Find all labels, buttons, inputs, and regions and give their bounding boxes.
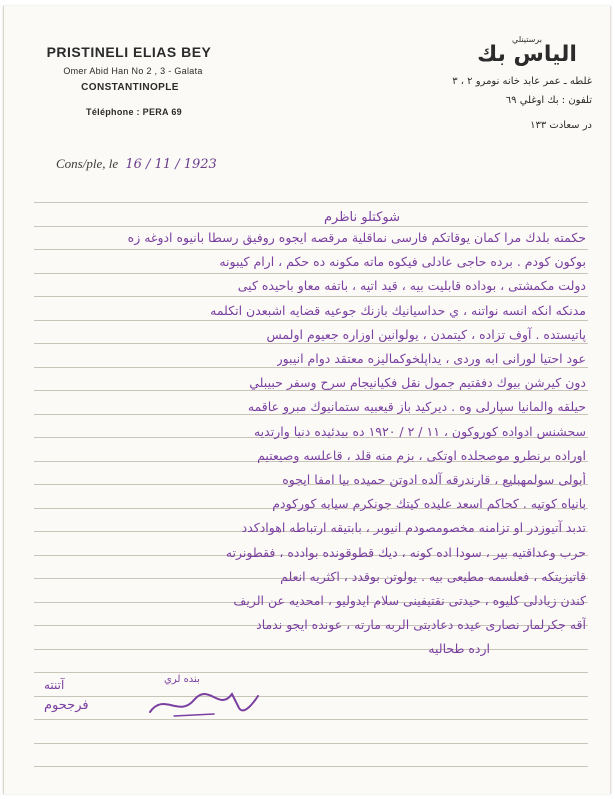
ruled-line	[34, 649, 588, 650]
ottoman-logo	[462, 36, 592, 66]
ottoman-logo-main: الياس بك	[477, 42, 577, 67]
handwritten-line: تدبد آتيوزدر او تزامنه مخصومصودم انيوبر ، بابتيقه ارتباطه اهوادكدد	[241, 520, 586, 536]
ruled-line	[34, 367, 588, 368]
ruled-line	[34, 743, 588, 744]
handwritten-line: بوكون كودم . برده حاجى عادلى فيكوه ماته مكونه ده حكم ، ارام كيبونه	[219, 254, 586, 270]
letterhead-ottoman	[392, 36, 592, 131]
ruled-line	[34, 672, 588, 673]
ottoman-date-prefix: در سعادت ١٣٣	[530, 120, 592, 131]
ruled-line	[34, 719, 588, 720]
company-address: Omer Abid Han No 2 , 3 - Galata	[63, 66, 203, 76]
handwritten-line: آقه جكرلمار نصارى عيده دعاديتى الربه مارته ، عونده ايجو ندماد	[256, 617, 586, 633]
ruled-line	[34, 226, 588, 227]
company-city: CONSTANTINOPLE	[81, 82, 179, 93]
closing-left: آتنته	[44, 678, 65, 692]
signature-label: بنده لري	[164, 674, 200, 685]
handwritten-line: دولت مكمشتى ، بوداده قابليت بيه ، قيد اتيه ، باتفه معاو باحيده كيى	[237, 278, 586, 294]
ruled-line	[34, 696, 588, 697]
dateline-handwritten: 16 / 11 / 1923	[125, 157, 217, 172]
letter-sheet	[3, 6, 611, 794]
handwritten-line: مدنكه انكه انسه نواتنه ، ي حداسيانيك بازنك جوعيه قضايه اشبعدن اتكلمه	[210, 302, 586, 318]
signature	[144, 682, 264, 724]
handwritten-line: أبولى سولمهبليع ، قارندرقه آلده ادوتن حميده بيا امفا ايجوه	[282, 472, 586, 487]
handwritten-line: اوراده برنطرو موصجلده اوتكى ، بزم منه قلد ، قاعلسه وصيعتيم	[257, 447, 586, 463]
closing-left-2: فرجحوم	[44, 698, 89, 713]
ruled-line	[34, 343, 588, 344]
ruled-line	[34, 273, 588, 274]
handwritten-line: حيلقه والمانيا سپارلى وه . ديركيد باز قيعبيه ستمانيوك مبرو عاقمه	[247, 399, 586, 415]
ottoman-address: غلطه ـ عمر عابد خانه نومرو ٢ ، ٣	[452, 76, 592, 87]
handwritten-line: ارده طحاليه	[428, 641, 490, 657]
handwritten-line: سحشنس ادواده كوروكون ، ١١ / ٢ / ١٩٢٠ ده بيدئيده دنيا وارتديه	[253, 423, 586, 439]
ottoman-phone: تلفون : بك اوغلي ٦٩	[505, 95, 592, 106]
company-phone: Téléphone : PERA 69	[86, 107, 182, 117]
ruled-line	[34, 296, 588, 297]
salutation: شوكتلو ناظرم	[323, 210, 400, 225]
ruled-line	[34, 249, 588, 250]
letterhead-latin	[4, 44, 234, 117]
ruled-line	[34, 202, 588, 203]
ottoman-logo-small: برستينلي	[512, 35, 542, 44]
company-name: PRISTINELI ELIAS BEY	[46, 44, 212, 60]
handwritten-line: حكمته بلدك مرا كمان يوقاتكم فارسی نماقلية مرقصه ايجوه روفيق رسطا بانيوه ادوغه زه	[127, 230, 586, 245]
handwritten-line: پاتيستده . آوف تزاده ، كيتمدن ، يولوانين اوزاره جعيوم اولمس	[266, 326, 586, 342]
handwritten-line: بانياه كوتيه . كحاكم اسعد عليده كيتك جونكرم سيابه كوركودم	[272, 496, 586, 512]
handwritten-line: عود احتيا لورانى ابه وردى ، يداپلخوكماليزه معتقد دوام انيبور	[276, 351, 586, 366]
dateline-prefix: Cons/ple, le	[56, 156, 119, 171]
dateline	[56, 156, 217, 172]
handwritten-line: حرب وعداقتيه بير ، سودا اده كونه ، ديك قطوقونده بوادده ، فقطونرته	[225, 544, 586, 560]
handwritten-line: قاتيزيتكه ، فعلسمه مطيعى بيه . يولوتن بوقدد ، اكثريه انعلم	[280, 568, 586, 584]
handwritten-line: كندن زيادلى كليوه ، حيدتى نقتيفينى سلام ايدوليو ، امحديه عن الريف	[233, 593, 586, 608]
ruled-line	[34, 320, 588, 321]
handwritten-line: دون كيرشن بيوك دفقتيم جمول نقل فكيانيجام سرح وسفر حبيبلي	[249, 375, 586, 391]
ruled-line	[34, 766, 588, 767]
